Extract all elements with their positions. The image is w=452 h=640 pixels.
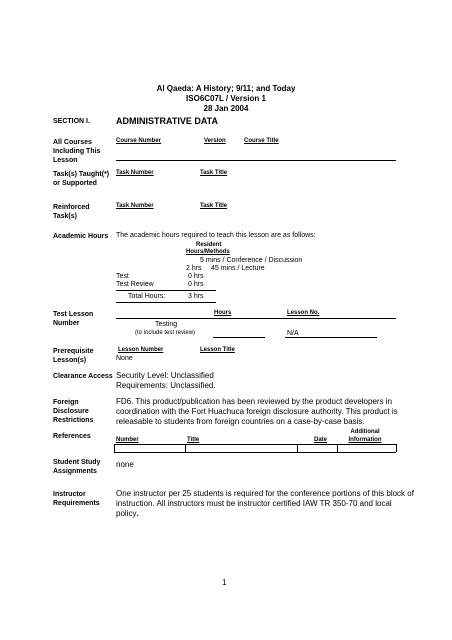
section-title: ADMINISTRATIVE DATA (116, 116, 218, 126)
instructor-label: Instructor Requirements (53, 491, 100, 507)
academic-label: Academic Hours (53, 233, 109, 240)
courses-col-title: Course Title (244, 138, 279, 144)
doc-title-line3: 28 Jan 2004 (203, 104, 249, 113)
academic-total-label: Total Hours: (128, 293, 166, 300)
foreign-disclosure-label: Foreign Disclosure Restrictions (53, 399, 94, 424)
academic-resident-line1: Resident (196, 242, 222, 248)
tasks-col-title: Task Title (200, 170, 228, 176)
courses-col-version: Version (204, 138, 226, 144)
instructor-text-main: One instructor per 25 students is required for the conference portions of this block of instruction. All instructors must be instructor certified IAW TR 350-70 and local policy (116, 489, 414, 518)
courses-label: All Courses Including This Lesson (53, 139, 101, 164)
academic-review-label: Test Review (116, 281, 154, 288)
references-col-information: Information (348, 437, 382, 443)
test-lesson-testing: Testing (155, 321, 178, 328)
references-col-additional: Additional (350, 429, 380, 435)
prereq-label: Prerequisite Lesson(s) (53, 348, 94, 364)
test-lesson-hours-blank (213, 337, 265, 338)
test-lesson-col-hours: Hours (214, 310, 232, 316)
academic-row-lecture: 45 mins / Lecture (211, 265, 265, 272)
references-label: References (53, 433, 91, 440)
test-lesson-na-line (285, 337, 377, 338)
tasks-label: Task(s) Taught(*) or Supported (53, 171, 110, 187)
academic-review-value: 0 hrs (188, 281, 204, 288)
clearance-security-level: Security Level: Unclassified (116, 371, 214, 380)
doc-title-line2: ISO6C07L / Version 1 (186, 94, 266, 103)
student-study-value: none (116, 460, 134, 469)
tasks-col-number: Task Number (116, 170, 154, 176)
references-row-line (114, 452, 396, 453)
academic-test-value: 0 hrs (188, 273, 204, 280)
references-col-date: Date (314, 437, 328, 443)
references-col-divider-3 (297, 444, 298, 452)
doc-title-line1: Al Qaeda: A History; 9/11; and Today (156, 84, 296, 93)
clearance-label: Clearance Access (53, 373, 113, 380)
academic-intro: The academic hours required to teach this lesson are as follows: (116, 232, 316, 239)
instructor-text-period: . (136, 509, 139, 518)
courses-col-number: Course Number (116, 138, 162, 144)
references-col-divider-2 (185, 444, 186, 452)
student-study-label: Student Study Assignments (53, 459, 101, 475)
courses-blank-row-line (116, 160, 396, 161)
academic-test-label: Test (116, 273, 129, 280)
references-col-number: Number (116, 437, 139, 443)
references-col-divider-1 (114, 444, 115, 452)
references-header-line (114, 444, 396, 445)
reinforced-label: Reinforced Task(s) (53, 204, 90, 220)
prereq-value: None (116, 355, 133, 362)
prereq-col-title: Lesson Title (200, 347, 235, 353)
academic-resident-line2: Hours/Methods (186, 249, 230, 255)
reinforced-col-title: Task Title (200, 203, 228, 209)
academic-total-bottom-line (116, 302, 216, 303)
test-lesson-label: Test Lesson Number (53, 311, 94, 327)
section-number: SECTION I. (53, 118, 90, 125)
test-lesson-na: N/A (287, 330, 299, 337)
test-lesson-top-line (116, 318, 396, 319)
test-lesson-col-lesson: Lesson No. (287, 310, 320, 316)
academic-total-top-line (116, 290, 216, 291)
page-number: 1 (222, 578, 227, 587)
academic-row-conference: 5 mins / Conference / Discussion (200, 257, 303, 264)
references-col-title: Title (187, 437, 200, 443)
test-lesson-note: (to include test review) (135, 330, 196, 336)
instructor-text (116, 489, 416, 519)
foreign-disclosure-text: FD6. This product/publication has been reviewed by the product developers in coordination with the Fort Huachuca foreign disclosure authority. This product is releasable to students from foreign countries on a case-by-case basis. (116, 397, 398, 426)
clearance-requirements: Requirements: Unclassified. (116, 381, 216, 390)
references-col-divider-4 (337, 444, 338, 452)
prereq-col-number: Lesson Number (118, 347, 164, 353)
references-col-divider-5 (396, 444, 397, 452)
reinforced-col-number: Task Number (116, 203, 154, 209)
academic-total-value: 3 hrs (188, 293, 204, 300)
academic-row-lecture-hrs: 2 hrs (186, 265, 202, 272)
